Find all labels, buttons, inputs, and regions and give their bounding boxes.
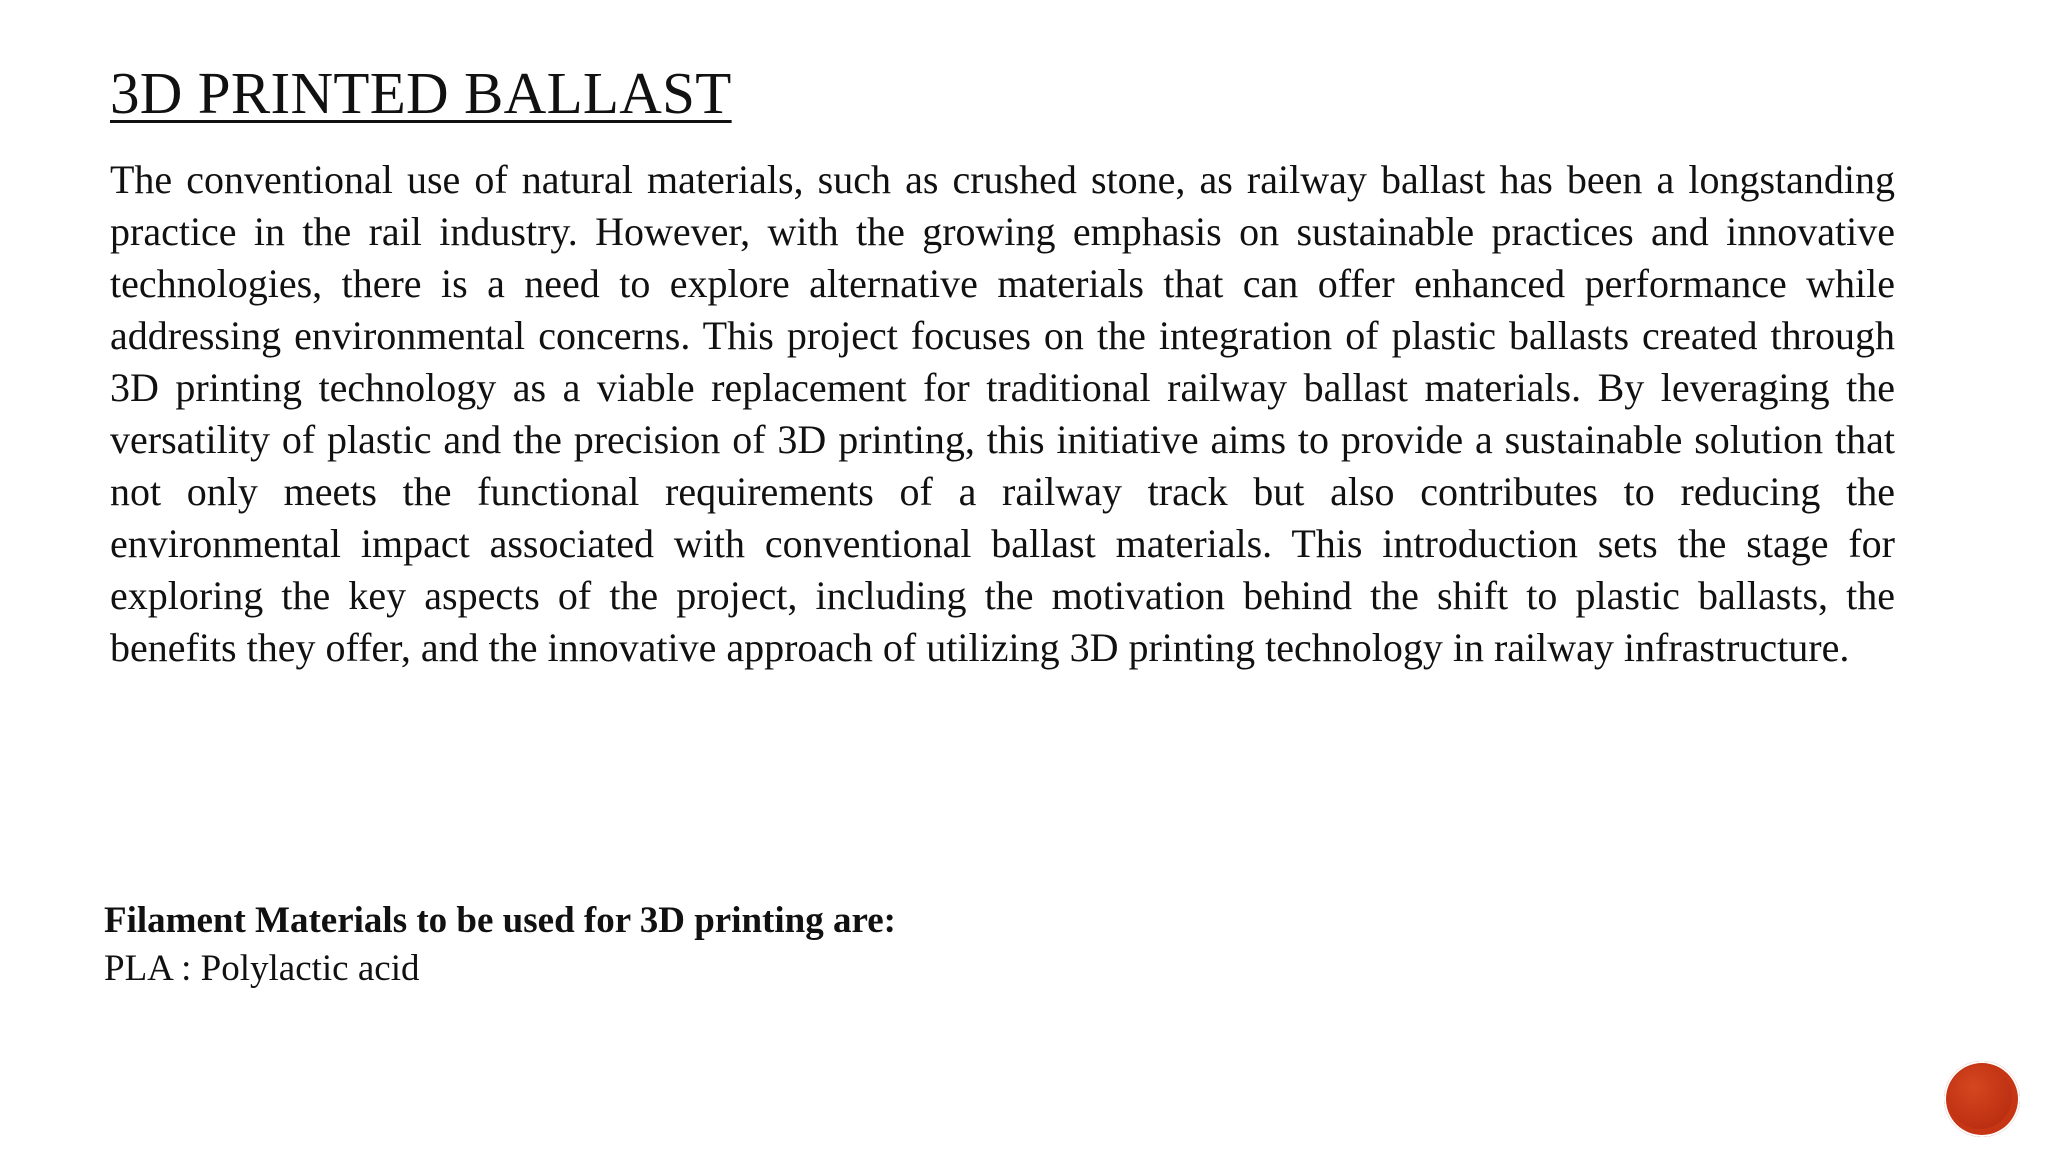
materials-item-pla: PLA : Polylactic acid (104, 948, 420, 989)
slide-title: 3D PRINTED BALLAST (110, 60, 732, 126)
materials-heading: Filament Materials to be used for 3D printing are: (104, 900, 896, 941)
next-slide-button[interactable] (1944, 1061, 2020, 1137)
slide-body-paragraph: The conventional use of natural materials, such as crushed stone, as railway ballast has been a longstanding practice in the rail industry. However, with the growing emphasis on sustainable practices and innovative technologies, there is a need to explore alternative materials that can offer enhanced performance while addressing environmental concerns. This project focuses on the integration of plastic ballasts created through 3D printing technology as a viable replacement for traditional railway ballast materials. By leveraging the versatility of plastic and the precision of 3D printing, this initiative aims to provide a sustainable solution that not only meets the functional requirements of a railway track but also contributes to reducing the environmental impact associated with conventional ballast materials. This introduction sets the stage for exploring the key aspects of the project, including the motivation behind the shift to plastic ballasts, the benefits they offer, and the innovative approach of utilizing 3D printing technology in railway infrastructure. (110, 157, 1895, 670)
materials-section (104, 897, 1304, 993)
